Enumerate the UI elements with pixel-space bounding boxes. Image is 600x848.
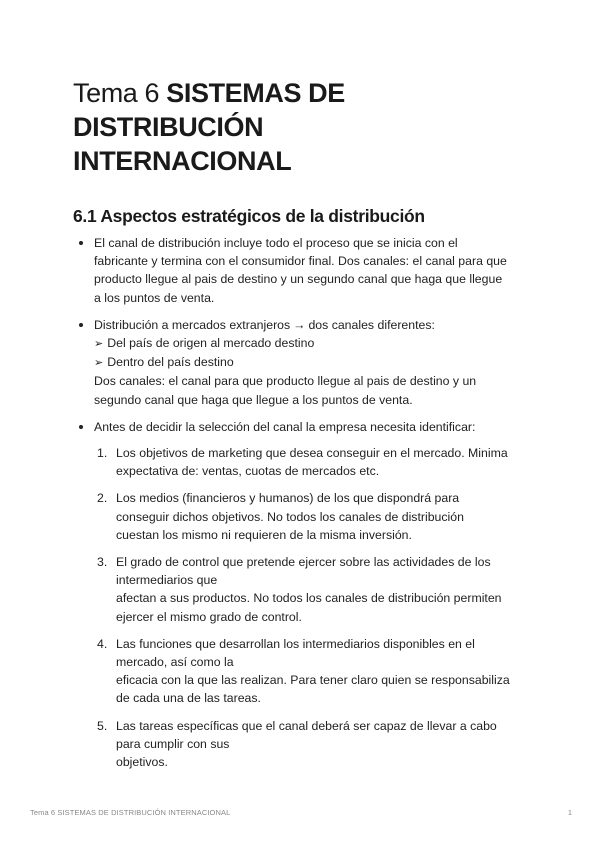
section-content (73, 234, 531, 780)
arrowhead-bullet-icon: ➢ (94, 357, 104, 370)
numbered-item (94, 444, 531, 480)
text-line: Dos canales: el canal para que producto llegue al pais de destino y un (94, 374, 477, 389)
text-line: de cada una de las tareas. (116, 691, 261, 706)
text-line: para cumplir con sus (116, 736, 230, 751)
text-line: conseguir dichos objetivos. No todos los canales de distribución (116, 509, 464, 524)
text-line: ejercer el mismo grado de control. (116, 609, 302, 624)
intro-text: Distribución a mercados extranjeros (94, 317, 291, 332)
sub-item-destination (94, 353, 531, 372)
bullet-item-channel-selection (73, 418, 531, 771)
section-heading: 6.1 Aspectos estratégicos de la distribución (73, 206, 425, 226)
footer-page-number: 1 (567, 808, 572, 817)
numbered-list (94, 444, 531, 771)
text-line: Antes de decidir la selección del canal la empresa necesita identificar: (94, 419, 476, 434)
text-line (94, 316, 531, 334)
item-number: 2. (97, 491, 108, 506)
bullet-item-channel-definition (73, 234, 531, 307)
title-prefix: Tema 6 (73, 78, 167, 108)
sub-item-label: Del país de origen al mercado destino (107, 336, 315, 351)
text-line: cuestan los mismo ni requieren de la misma inversión. (116, 527, 412, 542)
numbered-item (94, 717, 531, 772)
numbered-item (94, 635, 531, 708)
item-number: 1. (97, 446, 108, 461)
text-line: El canal de distribución incluye todo el proceso que se inicia con el (94, 236, 458, 250)
right-arrow-icon: → (293, 317, 306, 332)
text-line: afectan a sus productos. No todos los canales de distribución permiten (116, 591, 502, 606)
text-line: intermediarios que (116, 573, 218, 588)
arrowhead-bullet-icon: ➢ (94, 338, 104, 351)
numbered-item (94, 489, 531, 544)
text-line: Los medios (financieros y humanos) de los que dispondrá para (116, 491, 460, 506)
text-line: eficacia con la que las realizan. Para tener claro quien se responsabiliza (116, 673, 510, 688)
bullet-list (73, 234, 531, 771)
sub-item-label: Dentro del país destino (107, 355, 234, 370)
title-bold-line-3: INTERNACIONAL (73, 146, 292, 176)
text-line: fabricante y termina con el consumidor final. Dos canales: el canal para que (94, 254, 507, 269)
title-bold-line-1: SISTEMAS DE (166, 78, 345, 108)
intro-text: dos canales diferentes: (308, 317, 435, 332)
numbered-item (94, 553, 531, 626)
title-bold-line-2: DISTRIBUCIÓN (73, 112, 264, 142)
text-line: objetivos. (116, 755, 168, 770)
text-line: a los puntos de venta. (94, 290, 215, 305)
item-number: 5. (97, 718, 108, 733)
item-number: 3. (97, 555, 108, 570)
text-line: segundo canal que haga que llegue a los puntos de venta. (94, 392, 413, 407)
sub-item-origin (94, 334, 531, 353)
text-line: El grado de control que pretende ejercer sobre las actividades de los (116, 555, 491, 570)
page-title (73, 76, 543, 178)
text-line: Los objetivos de marketing que desea conseguir en el mercado. Minima (116, 446, 508, 461)
text-line: expectativa de: ventas, cuotas de mercados etc. (116, 464, 380, 479)
bullet-item-foreign-markets (73, 316, 531, 409)
text-line: producto llegue al pais de destino y un segundo canal que haga que llegue (94, 272, 503, 287)
text-line: mercado, así como la (116, 655, 234, 670)
item-number: 4. (97, 636, 108, 651)
text-line: Las funciones que desarrollan los intermediarios disponibles en el (116, 636, 475, 651)
text-line: Las tareas específicas que el canal deberá ser capaz de llevar a cabo (116, 718, 497, 733)
footer-title: Tema 6 SISTEMAS DE DISTRIBUCIÓN INTERNACIONAL (30, 808, 231, 817)
